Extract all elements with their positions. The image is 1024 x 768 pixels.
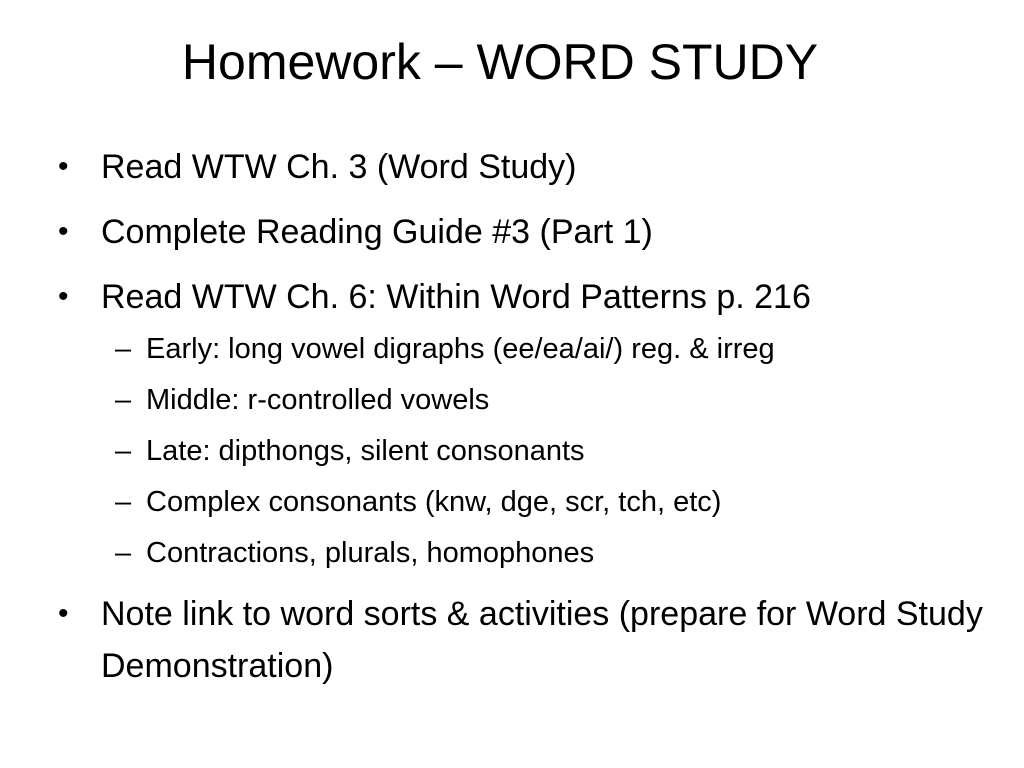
sub-bullet-text: Complex consonants (knw, dge, scr, tch, etc) <box>146 486 722 518</box>
bullet-text: Read WTW Ch. 6: Within Word Patterns p. 216 <box>101 278 811 316</box>
sub-bullet-item <box>58 482 988 522</box>
bullet-text: Complete Reading Guide #3 (Part 1) <box>101 213 653 251</box>
dash-icon: – <box>115 537 132 569</box>
bullet-item <box>58 140 988 194</box>
sub-bullet-text: Late: dipthongs, silent consonants <box>146 435 585 467</box>
bullet-icon: • <box>58 597 69 630</box>
bullet-text: Note link to word sorts & activities (prepare for Word Study Demonstration) <box>101 595 983 685</box>
dash-icon: – <box>115 384 132 416</box>
bullet-item <box>58 588 988 692</box>
sub-bullet-item <box>58 329 988 369</box>
slide-title: Homework – WORD STUDY <box>181 34 819 90</box>
bullet-icon: • <box>58 215 69 248</box>
sub-bullet-text: Middle: r-controlled vowels <box>146 384 490 416</box>
bullet-text: Read WTW Ch. 3 (Word Study) <box>101 148 577 186</box>
dash-icon: – <box>115 435 132 467</box>
bullet-item <box>58 205 988 259</box>
sub-bullet-item <box>58 380 988 420</box>
dash-icon: – <box>115 333 132 365</box>
bullet-icon: • <box>58 150 69 183</box>
bullet-item <box>58 270 988 324</box>
bullet-icon: • <box>58 280 69 313</box>
dash-icon: – <box>115 486 132 518</box>
bullet-list <box>58 140 988 703</box>
sub-bullet-text: Early: long vowel digraphs (ee/ea/ai/) reg. & irreg <box>146 333 775 365</box>
sub-bullet-item <box>58 533 988 573</box>
sub-bullet-item <box>58 431 988 471</box>
sub-bullet-text: Contractions, plurals, homophones <box>146 537 595 569</box>
